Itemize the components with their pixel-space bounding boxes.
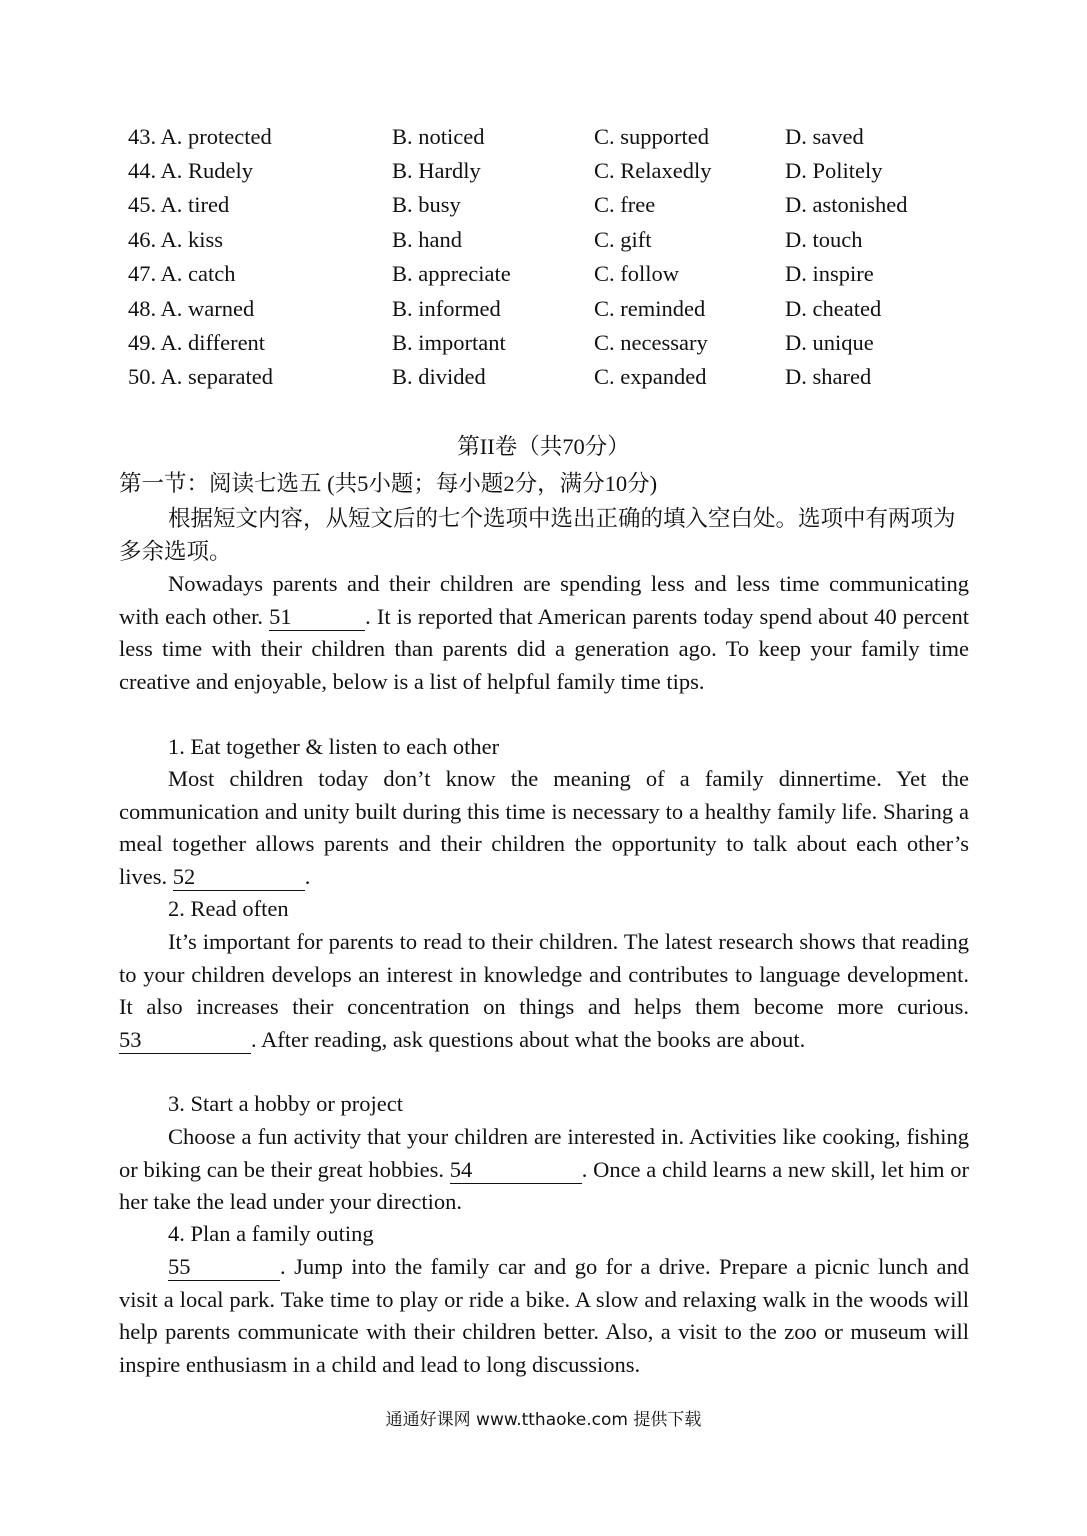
paragraph-text: Most children today don’t know the meaning of a family dinnertime. Yet the communication and unity built during this time is necessary to a healthy family life. Sharing a meal together allows parents and their children the opportunity to talk about each other’s lives. bbox=[119, 766, 969, 889]
answer-blank: 51 bbox=[269, 604, 365, 631]
tip-paragraph bbox=[119, 763, 969, 893]
instruction-text: 根据短文内容，从短文后的七个选项中选出正确的填入空白处。选项中有两项为多余选项。 bbox=[119, 506, 956, 564]
option-a-text: A. Rudely bbox=[160, 158, 254, 183]
answer-blank: 52 bbox=[173, 864, 305, 891]
option-row bbox=[0, 154, 1087, 188]
option-b: B. informed bbox=[392, 296, 501, 321]
answer-blank: 54 bbox=[450, 1157, 582, 1184]
option-row bbox=[0, 257, 1087, 291]
option-d: D. astonished bbox=[785, 192, 908, 217]
option-d: D. shared bbox=[785, 364, 872, 389]
question-number: 49. bbox=[128, 330, 157, 355]
option-a bbox=[128, 188, 229, 222]
paragraph-text: Choose a fun activity that your children are interested in. Activities like cooking, fishing or biking can be their great hobbies. bbox=[119, 1124, 969, 1182]
option-c: C. reminded bbox=[594, 296, 706, 321]
option-row bbox=[0, 223, 1087, 257]
option-row bbox=[0, 292, 1087, 326]
option-row bbox=[0, 326, 1087, 360]
option-a bbox=[128, 223, 223, 257]
option-a-text: A. catch bbox=[160, 261, 236, 286]
option-b: B. appreciate bbox=[392, 261, 511, 286]
question-number: 44. bbox=[128, 158, 157, 183]
option-a-text: A. protected bbox=[160, 124, 272, 149]
option-a bbox=[128, 292, 254, 326]
option-row bbox=[0, 360, 1087, 394]
option-a-text: A. kiss bbox=[160, 227, 224, 252]
paragraph-text: It’s important for parents to read to their children. The latest research shows that reading to your children develops an interest in knowledge and contributes to language development. It also increases their concentration on things and helps them become more curious. bbox=[119, 929, 969, 1019]
answer-blank: 55 bbox=[168, 1254, 280, 1281]
option-b: B. Hardly bbox=[392, 158, 481, 183]
question-number: 48. bbox=[128, 296, 157, 321]
section-title: 第II卷（共70分） bbox=[457, 434, 630, 459]
option-c: C. follow bbox=[594, 261, 680, 286]
option-c: C. free bbox=[594, 192, 656, 217]
option-c: C. Relaxedly bbox=[594, 158, 712, 183]
option-a-text: A. different bbox=[160, 330, 266, 355]
tip-heading: 2. Read often bbox=[168, 896, 289, 921]
paragraph-text: . Once a child learns a new skill, let him or her take the lead under your direction. bbox=[119, 1156, 969, 1214]
answer-blank: 53 bbox=[119, 1027, 251, 1054]
option-d: D. touch bbox=[785, 227, 863, 252]
option-b: B. busy bbox=[392, 192, 461, 217]
option-b: B. important bbox=[392, 330, 506, 355]
paragraph-text: . After reading, ask questions about what the books are about. bbox=[251, 1026, 806, 1052]
option-a-text: A. warned bbox=[160, 296, 255, 321]
option-a bbox=[128, 257, 235, 291]
option-d: D. inspire bbox=[785, 261, 874, 286]
option-b: B. divided bbox=[392, 364, 486, 389]
option-a-text: A. separated bbox=[160, 364, 273, 389]
option-a-text: A. tired bbox=[160, 192, 230, 217]
option-a bbox=[128, 326, 265, 360]
option-d: D. cheated bbox=[785, 296, 882, 321]
tip-heading: 1. Eat together & listen to each other bbox=[168, 734, 500, 759]
paragraph-text: . Jump into the family car and go for a drive. Prepare a picnic lunch and visit a local park. Take time to play or ride a bike. A slow and relaxing walk in the woods will help parents communicate with their children better. Also, a visit to the zoo or museum will inspire enthusiasm in a child and lead to long discussions. bbox=[119, 1254, 969, 1377]
section-heading: 第一节：阅读七选五 (共5小题；每小题2分，满分10分) bbox=[119, 471, 658, 496]
tip-paragraph bbox=[119, 1251, 969, 1381]
question-number: 46. bbox=[128, 227, 157, 252]
option-c: C. necessary bbox=[594, 330, 708, 355]
tip-heading: 3. Start a hobby or project bbox=[168, 1091, 403, 1116]
option-d: D. Politely bbox=[785, 158, 883, 183]
option-d: D. unique bbox=[785, 330, 874, 355]
paragraph-text: . bbox=[304, 863, 311, 889]
option-a bbox=[128, 120, 272, 154]
tip-paragraph bbox=[119, 1121, 969, 1219]
option-c: C. gift bbox=[594, 227, 652, 252]
paragraph-text: . It is reported that American parents today spend about 40 percent less time with their children than parents did a generation ago. To keep your family time creative and enjoyable, below is a list of helpful family time tips. bbox=[119, 603, 970, 694]
question-number: 43. bbox=[128, 124, 157, 149]
option-d: D. saved bbox=[785, 124, 864, 149]
option-c: C. expanded bbox=[594, 364, 707, 389]
option-a bbox=[128, 360, 273, 394]
question-number: 47. bbox=[128, 261, 157, 286]
page-footer: 通通好课网 www.tthaoke.com 提供下载 bbox=[385, 1410, 702, 1430]
tip-paragraph bbox=[119, 926, 969, 1056]
tip-heading: 4. Plan a family outing bbox=[168, 1221, 374, 1246]
question-number: 50. bbox=[128, 364, 157, 389]
question-number: 45. bbox=[128, 192, 157, 217]
paragraph-text: Nowadays parents and their children are spending less and less time communicating with each other. bbox=[119, 571, 969, 629]
option-b: B. hand bbox=[392, 227, 462, 252]
option-c: C. supported bbox=[594, 124, 709, 149]
option-row bbox=[0, 120, 1087, 154]
option-b: B. noticed bbox=[392, 124, 485, 149]
option-a bbox=[128, 154, 253, 188]
intro-paragraph bbox=[119, 568, 969, 698]
option-row bbox=[0, 188, 1087, 222]
